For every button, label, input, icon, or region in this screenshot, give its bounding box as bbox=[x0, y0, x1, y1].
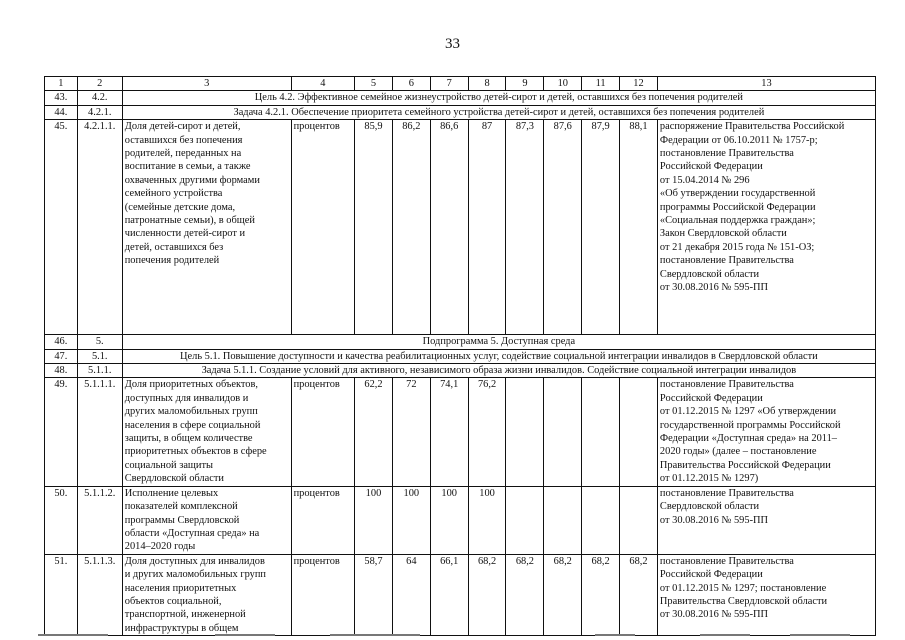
header-cell: 12 bbox=[620, 77, 658, 91]
scan-mark bbox=[790, 634, 850, 636]
value-cell: 68,2 bbox=[544, 554, 582, 635]
value-cell: 68,2 bbox=[620, 554, 658, 635]
header-cell: 13 bbox=[657, 77, 875, 91]
value-cell: 88,1 bbox=[620, 120, 658, 335]
table-row bbox=[45, 554, 876, 635]
value-cell: 100 bbox=[392, 486, 430, 554]
row-number: 49. bbox=[45, 378, 78, 486]
value-cell: 86,2 bbox=[392, 120, 430, 335]
value-cell: 68,2 bbox=[506, 554, 544, 635]
table-row bbox=[45, 335, 876, 349]
row-number: 43. bbox=[45, 91, 78, 105]
row-code: 5.1.1. bbox=[77, 364, 122, 378]
row-number: 45. bbox=[45, 120, 78, 335]
legal-basis: постановление Правительства Российской Федерации от 01.12.2015 № 1297; постановление Правительства Свердловской области от 30.08.2016 № 595-ПП bbox=[657, 554, 875, 635]
row-number: 48. bbox=[45, 364, 78, 378]
value-cell: 74,1 bbox=[430, 378, 468, 486]
goal-heading: Цель 5.1. Повышение доступности и качества реабилитационных услуг, содействие социальной интеграции инвалидов в Свердловской области bbox=[122, 349, 875, 363]
row-code: 5.1.1.1. bbox=[77, 378, 122, 486]
indicator-name: Доля приоритетных объектов, доступных для инвалидов и других маломобильных групп населения в сфере социальной защиты, в общем количестве приоритетных объектов в сфере социальной защиты Свердловской области bbox=[122, 378, 291, 486]
value-cell: 87 bbox=[468, 120, 506, 335]
row-number: 50. bbox=[45, 486, 78, 554]
header-cell: 9 bbox=[506, 77, 544, 91]
header-cell: 3 bbox=[122, 77, 291, 91]
value-cell: 100 bbox=[430, 486, 468, 554]
value-cell: 85,9 bbox=[355, 120, 393, 335]
legal-basis: постановление Правительства Свердловской области от 30.08.2016 № 595-ПП bbox=[657, 486, 875, 554]
value-cell bbox=[582, 378, 620, 486]
header-cell: 6 bbox=[392, 77, 430, 91]
row-code: 5.1. bbox=[77, 349, 122, 363]
table-row bbox=[45, 349, 876, 363]
legal-basis: постановление Правительства Российской Федерации от 01.12.2015 № 1297 «Об утверждении государственной программы Российской Федерации «Доступная среда» на 2011– 2020 годы» (далее – постановление Правительства Российской Федерации от 01.12.2015 № 1297) bbox=[657, 378, 875, 486]
column-number-row bbox=[45, 77, 876, 91]
value-cell bbox=[620, 486, 658, 554]
scan-mark bbox=[38, 634, 108, 636]
task-heading: Задача 4.2.1. Обеспечение приоритета семейного устройства детей-сирот и детей, оставшихся без попечения родителей bbox=[122, 105, 875, 119]
value-cell: 87,3 bbox=[506, 120, 544, 335]
table-row bbox=[45, 378, 876, 486]
unit: процентов bbox=[291, 378, 354, 486]
scan-mark bbox=[330, 634, 420, 636]
table-row bbox=[45, 486, 876, 554]
value-cell: 64 bbox=[392, 554, 430, 635]
header-cell: 10 bbox=[544, 77, 582, 91]
value-cell bbox=[620, 378, 658, 486]
scan-mark bbox=[700, 634, 750, 636]
header-cell: 5 bbox=[355, 77, 393, 91]
row-code: 5.1.1.3. bbox=[77, 554, 122, 635]
value-cell bbox=[506, 378, 544, 486]
indicator-name: Доля детей-сирот и детей, оставшихся без попечения родителей, переданных на воспитание в семьи, а также охваченных другими формами семейного устройства (семейные детские дома, патронатные семьи), в общей численности детей-сирот и детей, оставшихся без попечения родителей bbox=[122, 120, 291, 335]
header-cell: 1 bbox=[45, 77, 78, 91]
row-code: 4.2.1. bbox=[77, 105, 122, 119]
value-cell: 100 bbox=[355, 486, 393, 554]
table-row bbox=[45, 120, 876, 335]
value-cell: 87,6 bbox=[544, 120, 582, 335]
row-number: 51. bbox=[45, 554, 78, 635]
value-cell: 100 bbox=[468, 486, 506, 554]
value-cell: 76,2 bbox=[468, 378, 506, 486]
header-cell: 4 bbox=[291, 77, 354, 91]
task-heading: Задача 5.1.1. Создание условий для активного, независимого образа жизни инвалидов. Содействие социальной интеграции инвалидов bbox=[122, 364, 875, 378]
value-cell: 72 bbox=[392, 378, 430, 486]
value-cell bbox=[506, 486, 544, 554]
value-cell bbox=[544, 378, 582, 486]
page-number: 33 bbox=[445, 36, 460, 52]
scan-mark bbox=[215, 634, 275, 636]
value-cell: 68,2 bbox=[582, 554, 620, 635]
header-cell: 11 bbox=[582, 77, 620, 91]
table-row bbox=[45, 364, 876, 378]
row-number: 47. bbox=[45, 349, 78, 363]
row-code: 5. bbox=[77, 335, 122, 349]
indicator-name: Исполнение целевых показателей комплексной программы Свердловской области «Доступная среда» на 2014–2020 годы bbox=[122, 486, 291, 554]
row-code: 5.1.1.2. bbox=[77, 486, 122, 554]
row-code: 4.2.1.1. bbox=[77, 120, 122, 335]
unit: процентов bbox=[291, 486, 354, 554]
value-cell: 86,6 bbox=[430, 120, 468, 335]
value-cell bbox=[582, 486, 620, 554]
unit: процентов bbox=[291, 120, 354, 335]
indicator-name: Доля доступных для инвалидов и других маломобильных групп населения приоритетных объектов социальной, транспортной, инженерной инфраструктуры в общем bbox=[122, 554, 291, 635]
legal-basis: распоряжение Правительства Российской Федерации от 06.10.2011 № 1757-р; постановление Правительства Российской Федерации от 15.04.2014 № 296 «Об утверждении государственной программы Российской Федерации «Социальная поддержка граждан»; Закон Свердловской области от 21 декабря 2015 года № 151-ОЗ; постановление Правительства Свердловской области от 30.08.2016 № 595-ПП bbox=[657, 120, 875, 335]
table-row bbox=[45, 91, 876, 105]
value-cell: 62,2 bbox=[355, 378, 393, 486]
scan-edge-marks bbox=[0, 634, 905, 640]
table-row bbox=[45, 105, 876, 119]
header-cell: 7 bbox=[430, 77, 468, 91]
header-cell: 8 bbox=[468, 77, 506, 91]
goal-heading: Цель 4.2. Эффективное семейное жизнеустройство детей-сирот и детей, оставшихся без попечения родителей bbox=[122, 91, 875, 105]
header-cell: 2 bbox=[77, 77, 122, 91]
value-cell bbox=[544, 486, 582, 554]
row-number: 44. bbox=[45, 105, 78, 119]
value-cell: 87,9 bbox=[582, 120, 620, 335]
value-cell: 58,7 bbox=[355, 554, 393, 635]
row-code: 4.2. bbox=[77, 91, 122, 105]
value-cell: 66,1 bbox=[430, 554, 468, 635]
subprogram-heading: Подпрограмма 5. Доступная среда bbox=[122, 335, 875, 349]
scan-mark bbox=[595, 634, 635, 636]
unit: процентов bbox=[291, 554, 354, 635]
value-cell: 68,2 bbox=[468, 554, 506, 635]
indicators-table bbox=[44, 76, 876, 636]
row-number: 46. bbox=[45, 335, 78, 349]
